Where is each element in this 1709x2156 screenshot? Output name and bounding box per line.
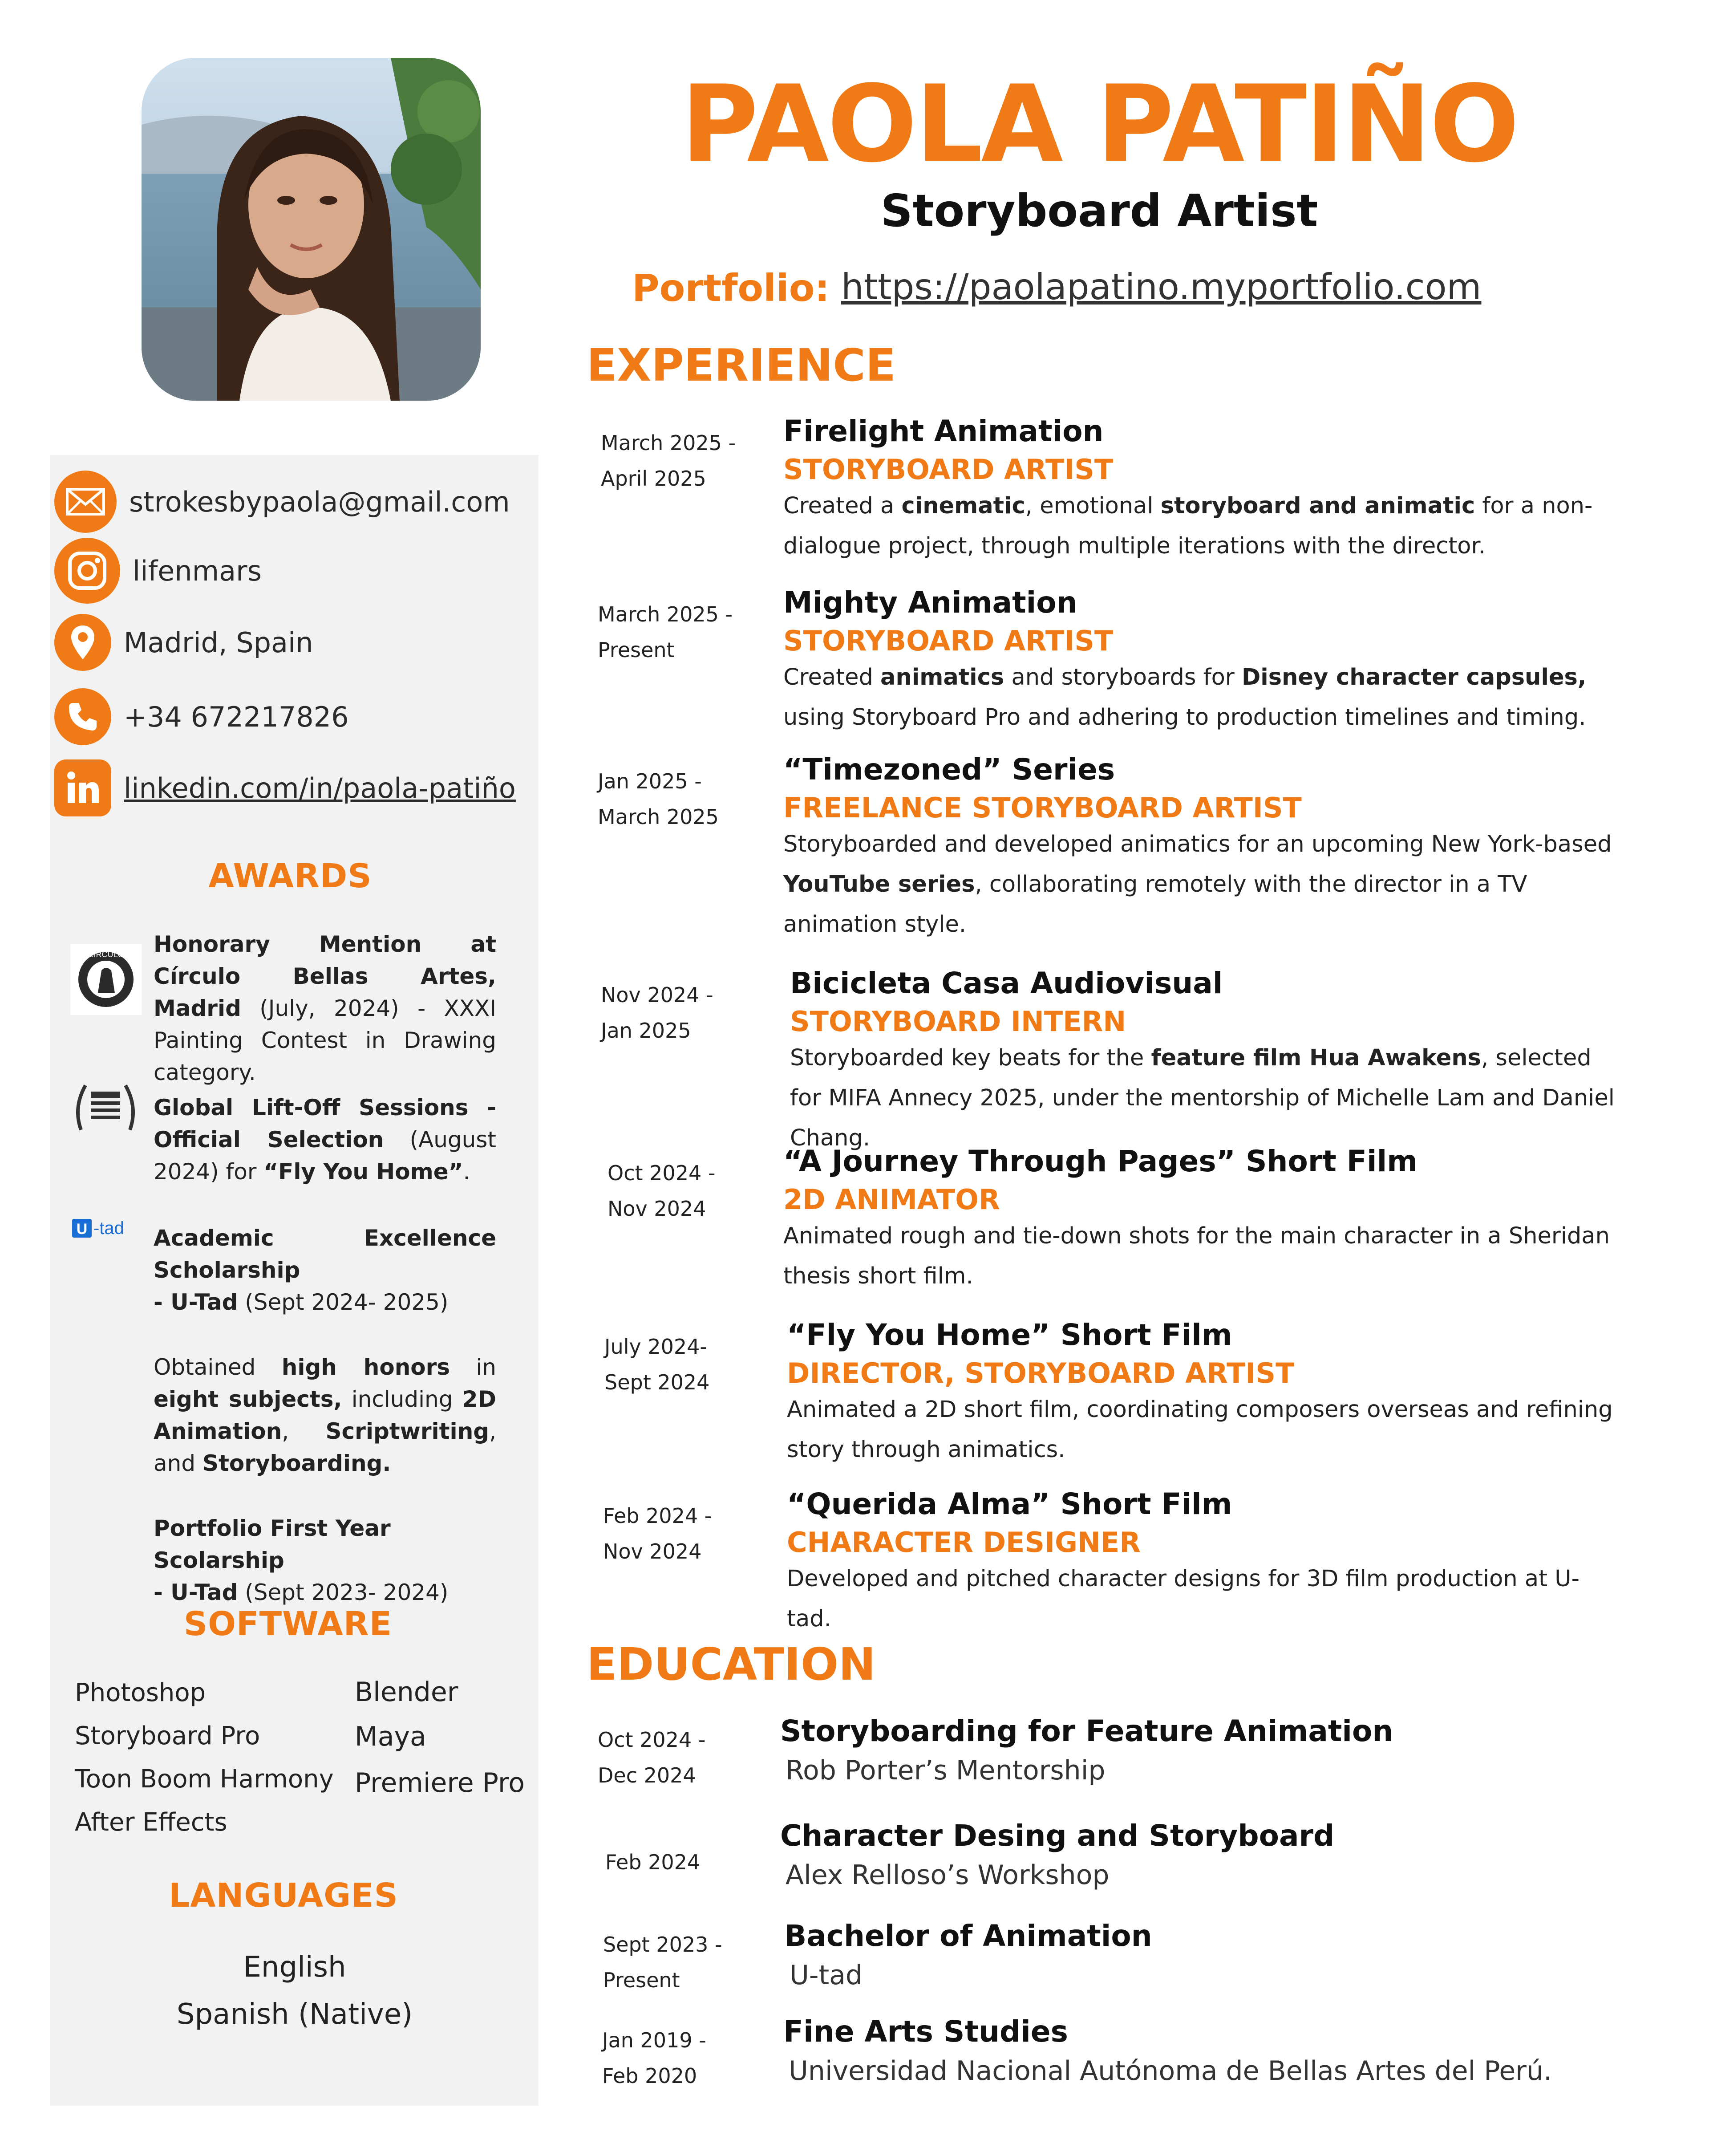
honors-text: Obtained	[154, 1354, 282, 1380]
software-item: Toon Boom Harmony	[75, 1765, 334, 1794]
portfolio-scholarship-title: Portfolio First Year Scolarship	[154, 1515, 391, 1573]
education-heading: EDUCATION	[587, 1638, 876, 1690]
education-institution: Alex Relloso’s Workshop	[786, 1860, 1110, 1891]
contact-email[interactable]	[54, 468, 510, 535]
job-role: FREELANCE STORYBOARD ARTIST	[783, 792, 1302, 824]
job-role: STORYBOARD ARTIST	[783, 625, 1114, 657]
job-description: Created animatics and storyboards for Disney character capsules, using Storyboard Pro and adhering to production timelines and timing.	[783, 664, 1587, 731]
job-company: “Timezoned” Series	[783, 752, 1115, 787]
job-description: Storyboarded key beats for the feature film Hua Awakens, selected for MIFA Annecy 2025, under the mentorship of Michelle Lam and Daniel Chang.	[790, 1045, 1615, 1151]
svg-text:-tad: -tad	[93, 1218, 124, 1238]
job-date: March 2025 - April 2025	[601, 431, 736, 491]
award-liftoff-detail: (August 2024) for	[154, 1127, 496, 1185]
contact-phone[interactable]	[54, 683, 349, 750]
honors-bold: eight subjects,	[154, 1386, 342, 1412]
email-text: strokesbypaola@gmail.com	[129, 485, 510, 518]
job-description: Animated rough and tie-down shots for the main character in a Sheridan thesis short film.	[783, 1223, 1610, 1289]
languages-heading: LANGUAGES	[169, 1876, 398, 1915]
profile-photo	[142, 58, 481, 401]
honors-bold: 2D Animation	[154, 1386, 496, 1444]
award-honors	[154, 1351, 496, 1479]
award-academic-dates: (Sept 2024- 2025)	[238, 1289, 449, 1315]
portfolio-label: Portfolio:	[632, 266, 830, 310]
award-academic-inst: - U-Tad	[154, 1289, 238, 1315]
job-role: DIRECTOR, STORYBOARD ARTIST	[787, 1357, 1295, 1389]
honors-bold: high honors	[281, 1354, 450, 1380]
job-role: STORYBOARD ARTIST	[783, 453, 1114, 486]
job-date: Oct 2024 - Nov 2024	[607, 1161, 716, 1221]
award-liftoff	[154, 1092, 496, 1188]
lift-off-logo	[72, 1081, 139, 1136]
award-liftoff-film: “Fly You Home”	[263, 1159, 463, 1185]
job-company: Bicicleta Casa Audiovisual	[790, 966, 1223, 1000]
job-role: 2D ANIMATOR	[783, 1183, 1000, 1216]
job-description: Storyboarded and developed animatics for an upcoming New York-based YouTube series, collaborating remotely with the director in a TV animation style.	[783, 831, 1612, 938]
awards-heading: AWARDS	[208, 857, 372, 895]
language-item: Spanish (Native)	[176, 1998, 413, 2031]
portfolio-scholarship-dates: (Sept 2023- 2024)	[238, 1579, 449, 1605]
experience-heading: EXPERIENCE	[587, 339, 896, 391]
honors-text: ,	[282, 1418, 326, 1444]
linkedin-icon	[54, 759, 111, 816]
award-circulo-detail: (July, 2024) - XXXI Painting Contest in Drawing category.	[154, 995, 496, 1085]
award-circulo-title: Honorary Mention at Círculo Bellas Artes, Madrid	[154, 931, 496, 1021]
software-item: Blender	[355, 1677, 458, 1708]
honors-text: , and	[154, 1418, 496, 1476]
location-text: Madrid, Spain	[124, 626, 313, 659]
education-date: Jan 2019 - Feb 2020	[602, 2028, 706, 2088]
instagram-text: lifenmars	[133, 554, 262, 587]
education-institution: U-tad	[790, 1960, 863, 1991]
job-company: Firelight Animation	[783, 414, 1104, 448]
job-date: Feb 2024 - Nov 2024	[603, 1504, 712, 1563]
award-academic-title: Academic Excellence Scholarship	[154, 1225, 496, 1283]
education-date: Feb 2024	[605, 1850, 701, 1874]
location-pin-icon	[54, 614, 111, 671]
job-date: Jan 2025 - March 2025	[598, 769, 719, 829]
job-company: “Fly You Home” Short Film	[787, 1318, 1232, 1352]
job-date: Nov 2024 - Jan 2025	[601, 983, 713, 1043]
portfolio-link[interactable]: https://paolapatino.myportfolio.com	[841, 266, 1482, 308]
circulo-bellas-artes-logo	[70, 944, 142, 1017]
education-title: Bachelor of Animation	[784, 1919, 1152, 1953]
software-item: Maya	[355, 1721, 426, 1752]
award-portfolio-scholarship	[154, 1512, 496, 1608]
education-date: Oct 2024 - Dec 2024	[598, 1728, 706, 1787]
candidate-role: Storyboard Artist	[880, 185, 1318, 237]
software-heading: SOFTWARE	[183, 1605, 393, 1643]
utad-logo	[71, 1215, 142, 1244]
phone-icon	[54, 688, 111, 745]
svg-text:CÍRCULO: CÍRCULO	[88, 950, 124, 959]
svg-text:U: U	[76, 1221, 88, 1238]
job-date: March 2025 - Present	[598, 602, 733, 662]
software-item: Premiere Pro	[355, 1767, 525, 1799]
honors-text: in	[450, 1354, 496, 1380]
software-item: Photoshop	[75, 1678, 206, 1707]
job-date: July 2024- Sept 2024	[604, 1335, 710, 1394]
education-title: Storyboarding for Feature Animation	[780, 1714, 1393, 1748]
job-description: Animated a 2D short film, coordinating composers overseas and refining story through animatics.	[787, 1397, 1613, 1463]
contact-instagram[interactable]	[54, 537, 262, 604]
education-title: Character Desing and Storyboard	[780, 1819, 1335, 1853]
award-liftoff-title: Global Lift-Off Sessions - Official Selection	[154, 1095, 496, 1153]
envelope-icon	[54, 471, 117, 533]
job-role: STORYBOARD INTERN	[790, 1005, 1126, 1038]
award-liftoff-end: .	[463, 1159, 470, 1185]
instagram-icon	[54, 538, 120, 604]
job-description: Created a cinematic, emotional storyboard and animatic for a non-dialogue project, through multiple iterations with the director.	[783, 493, 1593, 559]
award-circulo	[154, 928, 496, 1088]
education-institution: Universidad Nacional Autónoma de Bellas Artes del Perú.	[789, 2055, 1552, 2087]
portfolio-scholarship-inst: - U-Tad	[154, 1579, 238, 1605]
job-role: CHARACTER DESIGNER	[787, 1526, 1141, 1559]
education-title: Fine Arts Studies	[783, 2014, 1068, 2049]
linkedin-link[interactable]: linkedin.com/in/paola-patiño	[124, 771, 516, 804]
software-item: After Effects	[75, 1808, 227, 1837]
job-company: Mighty Animation	[783, 585, 1077, 620]
software-item: Storyboard Pro	[75, 1722, 260, 1750]
candidate-name: PAOLA PATIÑO	[680, 63, 1518, 186]
phone-text: +34 672217826	[124, 700, 349, 733]
contact-location	[54, 609, 313, 676]
honors-text: including	[342, 1386, 462, 1412]
award-academic	[154, 1222, 496, 1318]
job-company: “A Journey Through Pages” Short Film	[783, 1144, 1418, 1178]
job-company: “Querida Alma” Short Film	[787, 1487, 1232, 1521]
education-institution: Rob Porter’s Mentorship	[786, 1755, 1106, 1786]
language-item: English	[243, 1951, 346, 1984]
education-date: Sept 2023 - Present	[603, 1933, 722, 1992]
honors-bold: Scriptwriting	[325, 1418, 490, 1444]
honors-bold: Storyboarding.	[202, 1450, 391, 1476]
job-description: Developed and pitched character designs for 3D film production at U-tad.	[787, 1566, 1580, 1632]
contact-linkedin[interactable]	[54, 755, 516, 821]
